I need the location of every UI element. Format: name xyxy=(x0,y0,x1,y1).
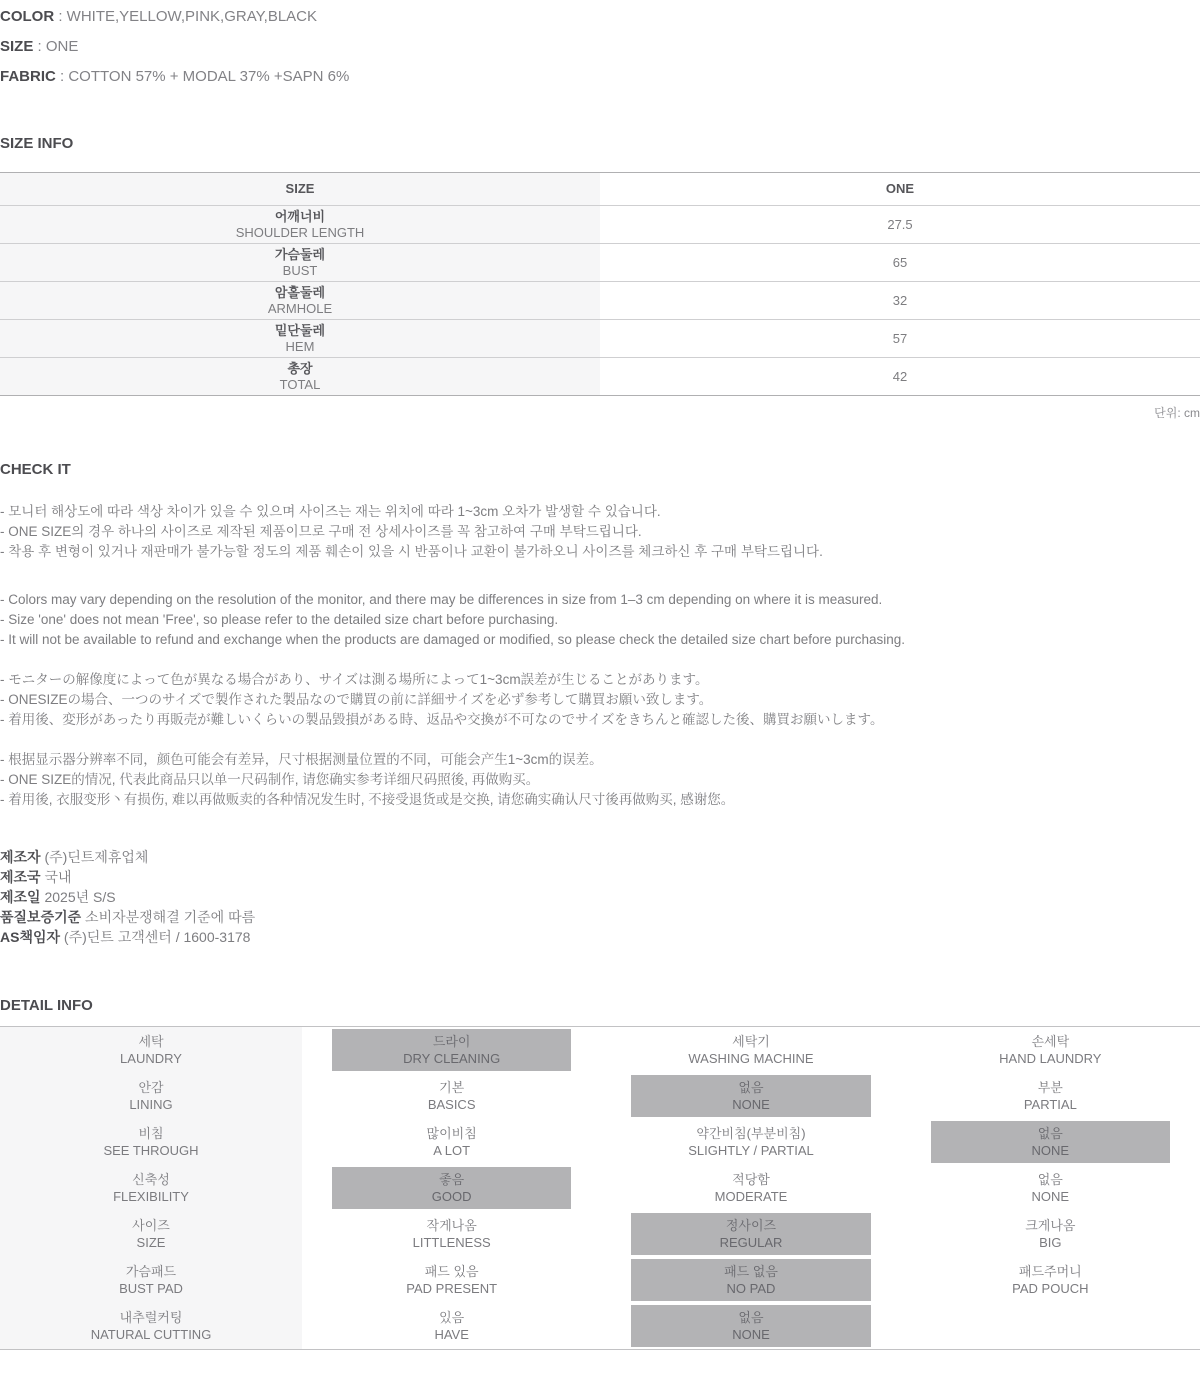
detail-option-kr: 없음 xyxy=(1037,1172,1063,1187)
as-contact-row xyxy=(0,927,1200,947)
check-note-line: - 根据显示器分辨率不同，颜色可能会有差异，尺寸根据测量位置的不同，可能会产生1~3cm的误差。 xyxy=(0,752,603,767)
detail-option-cell xyxy=(302,1165,601,1211)
manufacturer-row xyxy=(0,847,1200,867)
size-row-value: 57 xyxy=(892,330,908,346)
detail-option-cell xyxy=(901,1303,1200,1349)
detail-option-box xyxy=(931,1259,1170,1301)
size-value-cell xyxy=(600,320,1200,358)
check-it-heading: CHECK IT xyxy=(0,461,71,478)
size-value: : ONE xyxy=(33,38,79,55)
detail-row-see-through xyxy=(0,1119,1200,1165)
detail-option-cell xyxy=(901,1073,1200,1119)
detail-option-en: NONE xyxy=(1031,1143,1070,1158)
detail-label-kr: 가슴패드 xyxy=(125,1264,177,1279)
warranty-row xyxy=(0,907,1200,927)
detail-option-selected-box xyxy=(631,1259,870,1301)
size-row-kr: 암홀둘레 xyxy=(274,284,326,300)
detail-label-kr: 내추럴커팅 xyxy=(119,1310,183,1325)
detail-option-cell xyxy=(601,1073,900,1119)
size-header-label-cell xyxy=(0,173,600,206)
detail-row-flexibility xyxy=(0,1165,1200,1211)
detail-row-size xyxy=(0,1211,1200,1257)
size-table-row-hem xyxy=(0,320,1200,358)
detail-option-kr: 정사이즈 xyxy=(725,1218,777,1233)
detail-option-cell xyxy=(302,1303,601,1349)
detail-label-en: NATURAL CUTTING xyxy=(90,1327,212,1342)
size-value-cell xyxy=(600,244,1200,282)
size-row-en: ARMHOLE xyxy=(267,300,333,316)
detail-option-en: NONE xyxy=(732,1327,770,1342)
detail-row-bust-pad xyxy=(0,1257,1200,1303)
detail-info-heading: DETAIL INFO xyxy=(0,997,93,1014)
size-label-cell xyxy=(0,358,600,396)
detail-label-cell xyxy=(0,1303,302,1349)
detail-label-kr: 세탁 xyxy=(138,1034,164,1049)
size-value-cell xyxy=(600,358,1200,396)
detail-label-en: LAUNDRY xyxy=(120,1051,182,1066)
detail-option-kr: 있음 xyxy=(439,1310,465,1325)
detail-option-box xyxy=(332,1121,571,1163)
detail-label-cell xyxy=(0,1211,302,1257)
detail-option-en: SLIGHTLY / PARTIAL xyxy=(688,1143,814,1158)
warranty-value: 소비자분쟁해결 기준에 따름 xyxy=(81,909,256,925)
detail-option-cell xyxy=(302,1073,601,1119)
date-value: 2025년 S/S xyxy=(40,889,116,905)
detail-label-en: BUST PAD xyxy=(119,1281,183,1296)
size-table-row-shoulder xyxy=(0,206,1200,244)
manufacturer-info xyxy=(0,847,1200,947)
size-table-header-row xyxy=(0,173,1200,206)
detail-option-en: A LOT xyxy=(433,1143,471,1158)
detail-option-kr: 세탁기 xyxy=(732,1034,770,1049)
detail-option-cell xyxy=(302,1119,601,1165)
detail-label-en: SEE THROUGH xyxy=(103,1143,199,1158)
detail-label-kr: 비침 xyxy=(138,1126,164,1141)
detail-row-laundry xyxy=(0,1027,1200,1073)
detail-option-en: NONE xyxy=(1031,1189,1070,1204)
detail-option-cell xyxy=(601,1211,900,1257)
check-note-line: - モニターの解像度によって色が異なる場合があり、サイズは測る場所によって1~3cm誤差が生じることがあります。 xyxy=(0,672,709,687)
detail-label-cell xyxy=(0,1027,302,1073)
size-header-label: SIZE xyxy=(285,181,315,196)
size-row-kr: 어깨너비 xyxy=(274,208,326,224)
detail-option-en: DRY CLEANING xyxy=(403,1051,501,1066)
detail-option-cell xyxy=(901,1119,1200,1165)
detail-option-box xyxy=(931,1213,1170,1255)
detail-option-en: HAND LAUNDRY xyxy=(999,1051,1102,1066)
detail-option-cell xyxy=(601,1165,900,1211)
check-note-korean xyxy=(0,502,1200,562)
detail-option-kr: 드라이 xyxy=(432,1034,471,1049)
detail-option-kr: 패드 있음 xyxy=(424,1264,479,1279)
detail-label-en: LINING xyxy=(129,1097,173,1112)
check-note-line: - ONESIZEの場合、一つのサイズで製作された製品なので購買の前に詳細サイズを必ず参考して購買お願い致します。 xyxy=(0,692,713,707)
detail-option-en: NO PAD xyxy=(726,1281,776,1296)
check-note-line: - 모니터 해상도에 따라 색상 차이가 있을 수 있으며 사이즈는 재는 위치에 따라 1~3cm 오차가 발생할 수 있습니다. xyxy=(0,504,661,519)
size-table-row-armhole xyxy=(0,282,1200,320)
size-row-en: HEM xyxy=(285,338,315,354)
detail-option-en: LITTLENESS xyxy=(412,1235,491,1250)
detail-option-en: PARTIAL xyxy=(1023,1097,1077,1112)
check-note-line: - ONE SIZE의 경우 하나의 사이즈로 제작된 제품이므로 구매 전 상세사이즈를 꼭 참고하여 구매 부탁드립니다. xyxy=(0,524,642,539)
detail-option-en: PAD POUCH xyxy=(1012,1281,1089,1296)
detail-option-cell xyxy=(302,1211,601,1257)
check-note-line: - 着用後、変形があったり再販売が難しいくらいの製品毀損がある時、返品や交換が不可なのでサイズをきちんと確認した後、購買お願いします。 xyxy=(0,712,884,727)
detail-option-selected-box xyxy=(332,1167,571,1209)
size-row-value: 32 xyxy=(892,292,908,308)
detail-option-cell xyxy=(601,1027,900,1073)
detail-option-kr: 크게나옴 xyxy=(1025,1218,1076,1233)
manufacturer-value: (주)딘트제휴업체 xyxy=(40,849,149,865)
detail-option-kr: 패드주머니 xyxy=(1018,1264,1082,1279)
check-note-line: - It will not be available to refund and exchange when the products are damaged or modified, so please check the detailed size chart before purchasing. xyxy=(0,632,906,647)
detail-option-box xyxy=(931,1075,1170,1117)
detail-option-box xyxy=(332,1213,571,1255)
detail-info-table xyxy=(0,1026,1200,1350)
check-note-english xyxy=(0,590,1200,650)
detail-option-kr: 약간비침(부분비침) xyxy=(696,1126,806,1141)
detail-option-box xyxy=(332,1305,571,1347)
product-color-row xyxy=(0,6,1200,27)
detail-option-kr: 없음 xyxy=(738,1310,764,1325)
product-summary xyxy=(0,0,1200,87)
detail-option-cell xyxy=(901,1211,1200,1257)
size-row-value: 27.5 xyxy=(887,216,913,232)
country-row xyxy=(0,867,1200,887)
detail-option-cell xyxy=(302,1257,601,1303)
detail-label-en: FLEXIBILITY xyxy=(113,1189,189,1204)
check-note-japanese xyxy=(0,670,1200,730)
check-note-chinese xyxy=(0,750,1200,810)
detail-option-en: BASICS xyxy=(427,1097,476,1112)
size-row-value: 42 xyxy=(892,368,908,384)
size-row-kr: 가슴둘레 xyxy=(274,246,326,262)
size-info-table xyxy=(0,172,1200,396)
size-row-kr: 총장 xyxy=(287,360,313,376)
manufacturer-label: 제조자 xyxy=(0,849,41,865)
check-note-line: - 착용 후 변형이 있거나 재판매가 불가능할 정도의 제품 훼손이 있을 시 반품이나 교환이 불가하오니 사이즈를 체크하신 후 구매 부탁드립니다. xyxy=(0,544,823,559)
detail-option-cell xyxy=(901,1165,1200,1211)
detail-option-selected-box xyxy=(631,1075,870,1117)
detail-option-en: NONE xyxy=(732,1097,770,1112)
detail-option-box xyxy=(631,1121,870,1163)
date-row xyxy=(0,887,1200,907)
detail-option-kr: 없음 xyxy=(738,1080,764,1095)
size-table-row-total xyxy=(0,358,1200,396)
size-header-value: ONE xyxy=(885,181,915,196)
detail-label-cell xyxy=(0,1165,302,1211)
detail-option-kr: 패드 없음 xyxy=(724,1264,778,1279)
as-contact-value: (주)딘트 고객센터 / 1600-3178 xyxy=(60,929,251,945)
size-label: SIZE xyxy=(0,38,34,55)
detail-option-kr: 손세탁 xyxy=(1031,1034,1070,1049)
country-value: 국내 xyxy=(40,869,72,885)
detail-option-box xyxy=(631,1029,870,1071)
date-label: 제조일 xyxy=(0,889,41,905)
detail-option-selected-box xyxy=(332,1029,571,1071)
detail-option-en: HAVE xyxy=(434,1327,469,1342)
detail-option-selected-box xyxy=(631,1305,870,1347)
detail-option-cell xyxy=(901,1027,1200,1073)
check-note-line: - ONE SIZE的情况, 代表此商品只以单一尺码制作, 请您确实参考详细尺码照後, 再做购买。 xyxy=(0,772,540,787)
detail-option-selected-box xyxy=(631,1213,870,1255)
warranty-label: 품질보증기준 xyxy=(0,909,82,925)
detail-option-kr: 적당함 xyxy=(732,1172,770,1187)
fabric-value: : COTTON 57% + MODAL 37% +SAPN 6% xyxy=(55,68,350,85)
detail-label-kr: 신축성 xyxy=(132,1172,170,1187)
detail-option-kr: 많이비침 xyxy=(426,1126,477,1141)
detail-label-en: SIZE xyxy=(136,1235,166,1250)
detail-option-en: REGULAR xyxy=(719,1235,783,1250)
detail-row-lining xyxy=(0,1073,1200,1119)
detail-option-box xyxy=(631,1167,870,1209)
detail-option-cell xyxy=(601,1303,900,1349)
detail-option-cell xyxy=(601,1257,900,1303)
detail-option-cell xyxy=(901,1257,1200,1303)
size-info-heading: SIZE INFO xyxy=(0,135,74,152)
detail-option-kr: 기본 xyxy=(439,1080,465,1095)
size-row-en: BUST xyxy=(282,262,318,278)
detail-option-kr: 작게나옴 xyxy=(426,1218,477,1233)
as-contact-label: AS책임자 xyxy=(0,929,61,945)
detail-option-box xyxy=(931,1029,1170,1071)
detail-option-selected-box xyxy=(931,1121,1170,1163)
size-label-cell xyxy=(0,206,600,244)
detail-option-en: BIG xyxy=(1039,1235,1062,1250)
detail-option-en: GOOD xyxy=(431,1189,472,1204)
size-row-en: SHOULDER LENGTH xyxy=(235,224,365,240)
detail-option-box xyxy=(931,1167,1170,1209)
detail-option-box xyxy=(332,1075,571,1117)
color-label: COLOR xyxy=(0,8,55,25)
detail-label-cell xyxy=(0,1119,302,1165)
detail-label-kr: 사이즈 xyxy=(132,1218,170,1233)
detail-label-cell xyxy=(0,1257,302,1303)
size-row-kr: 밑단둘레 xyxy=(274,322,326,338)
size-header-value-cell xyxy=(600,173,1200,206)
check-note-line: - 着用後, 衣服变形丶有损伤, 难以再做贩卖的各种情况发生时, 不接受退货或是交换, 请您确实确认尺寸後再做购买, 感谢您。 xyxy=(0,792,735,807)
unit-note: 단위: cm xyxy=(1154,406,1200,420)
check-note-line: - Size 'one' does not mean 'Free', so please refer to the detailed size chart before purchasing. xyxy=(0,612,559,627)
check-note-line: - Colors may vary depending on the resolution of the monitor, and there may be differences in size from 1–3 cm depending on where it is measured. xyxy=(0,592,883,607)
size-label-cell xyxy=(0,244,600,282)
detail-option-kr: 없음 xyxy=(1037,1126,1063,1141)
size-value-cell xyxy=(600,282,1200,320)
detail-label-cell xyxy=(0,1073,302,1119)
detail-label-kr: 안감 xyxy=(138,1080,164,1095)
size-value-cell xyxy=(600,206,1200,244)
color-value: : WHITE,YELLOW,PINK,GRAY,BLACK xyxy=(54,8,318,25)
detail-option-en: PAD PRESENT xyxy=(406,1281,498,1296)
size-label-cell xyxy=(0,320,600,358)
product-fabric-row xyxy=(0,66,1200,87)
size-row-value: 65 xyxy=(892,254,908,270)
detail-option-en: WASHING MACHINE xyxy=(688,1051,814,1066)
size-row-en: TOTAL xyxy=(279,376,321,392)
detail-option-cell xyxy=(302,1027,601,1073)
detail-option-kr: 좋음 xyxy=(439,1172,465,1187)
size-label-cell xyxy=(0,282,600,320)
detail-option-en: MODERATE xyxy=(714,1189,788,1204)
size-table-row-bust xyxy=(0,244,1200,282)
product-size-row xyxy=(0,36,1200,57)
fabric-label: FABRIC xyxy=(0,68,56,85)
detail-option-cell xyxy=(601,1119,900,1165)
detail-row-natural-cutting xyxy=(0,1303,1200,1349)
check-it-section xyxy=(0,502,1200,810)
country-label: 제조국 xyxy=(0,869,41,885)
detail-option-empty-box xyxy=(931,1305,1170,1347)
detail-option-box xyxy=(332,1259,571,1301)
detail-option-kr: 부분 xyxy=(1037,1080,1063,1095)
